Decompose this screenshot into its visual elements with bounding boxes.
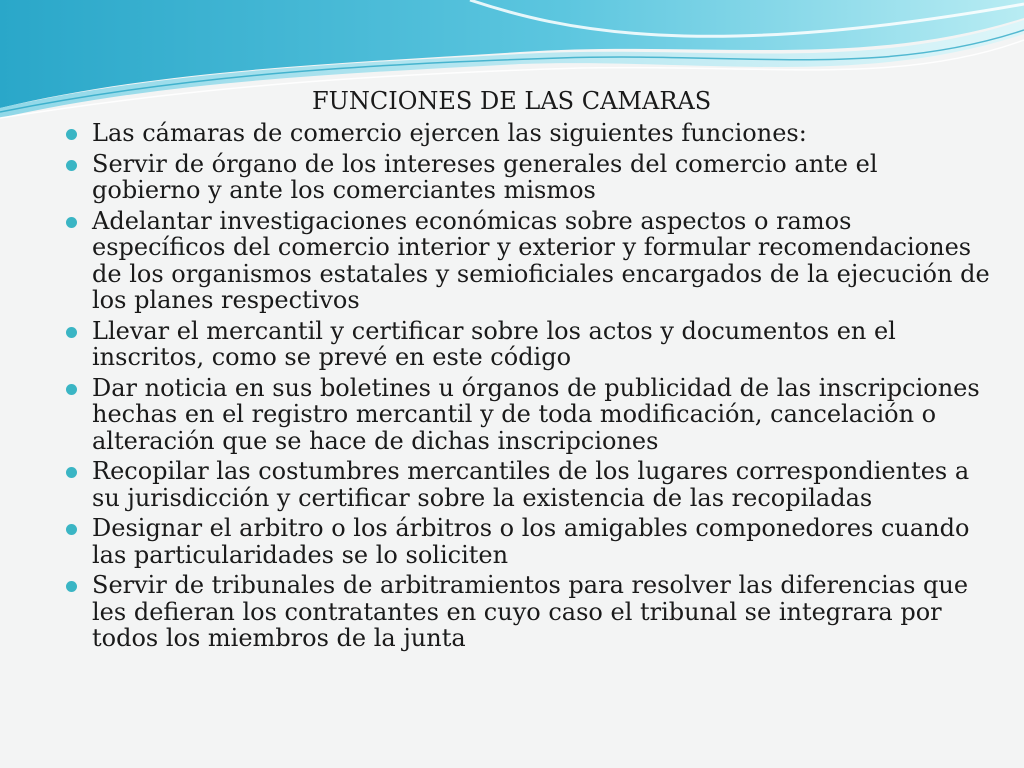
list-item: [62, 572, 992, 652]
bullet-text: Servir de tribunales de arbitramientos para resolver las diferencias que les defieran los contratantes en cuyo caso el tribunal se integrara por todos los miembros de la junta: [92, 571, 969, 652]
bullet-icon: [66, 129, 77, 140]
list-item: [62, 458, 992, 511]
bullet-text: Adelantar investigaciones económicas sobre aspectos o ramos específicos del comercio interior y exterior y formular recomendaciones de los organismos estatales y semioficiales encargados de la ejecución de los planes respectivos: [92, 206, 990, 314]
bullet-text: Recopilar las costumbres mercantiles de los lugares correspondientes a su jurisdicción y certificar sobre la existencia de las recopiladas: [92, 457, 970, 512]
list-item: [62, 515, 992, 568]
list-item: [62, 318, 992, 371]
list-item: [62, 151, 992, 204]
bullet-text: Dar noticia en sus boletines u órganos de publicidad de las inscripciones hechas en el registro mercantil y de toda modificación, cancelación o alteración que se hace de dichas inscripciones: [92, 373, 980, 455]
bullet-icon: [66, 384, 77, 395]
bullet-text: Servir de órgano de los intereses generales del comercio ante el gobierno y ante los comerciantes mismos: [92, 149, 878, 204]
list-item: [62, 120, 992, 147]
bullet-list: [62, 120, 992, 656]
bullet-icon: [66, 467, 77, 478]
bullet-text: Las cámaras de comercio ejercen las siguientes funciones:: [92, 119, 807, 147]
bullet-text: Designar el arbitro o los árbitros o los amigables componedores cuando las particularidades se lo soliciten: [92, 514, 970, 569]
slide-title: FUNCIONES DE LAS CAMARAS: [312, 87, 712, 115]
list-item: [62, 375, 992, 455]
bullet-icon: [66, 581, 77, 592]
list-item: [62, 208, 992, 314]
bullet-icon: [66, 160, 77, 171]
bullet-icon: [66, 524, 77, 535]
bullet-text: Llevar el mercantil y certificar sobre los actos y documentos en el inscritos, como se prevé en este código: [92, 316, 896, 371]
bullet-icon: [66, 327, 77, 338]
bullet-icon: [66, 217, 77, 228]
